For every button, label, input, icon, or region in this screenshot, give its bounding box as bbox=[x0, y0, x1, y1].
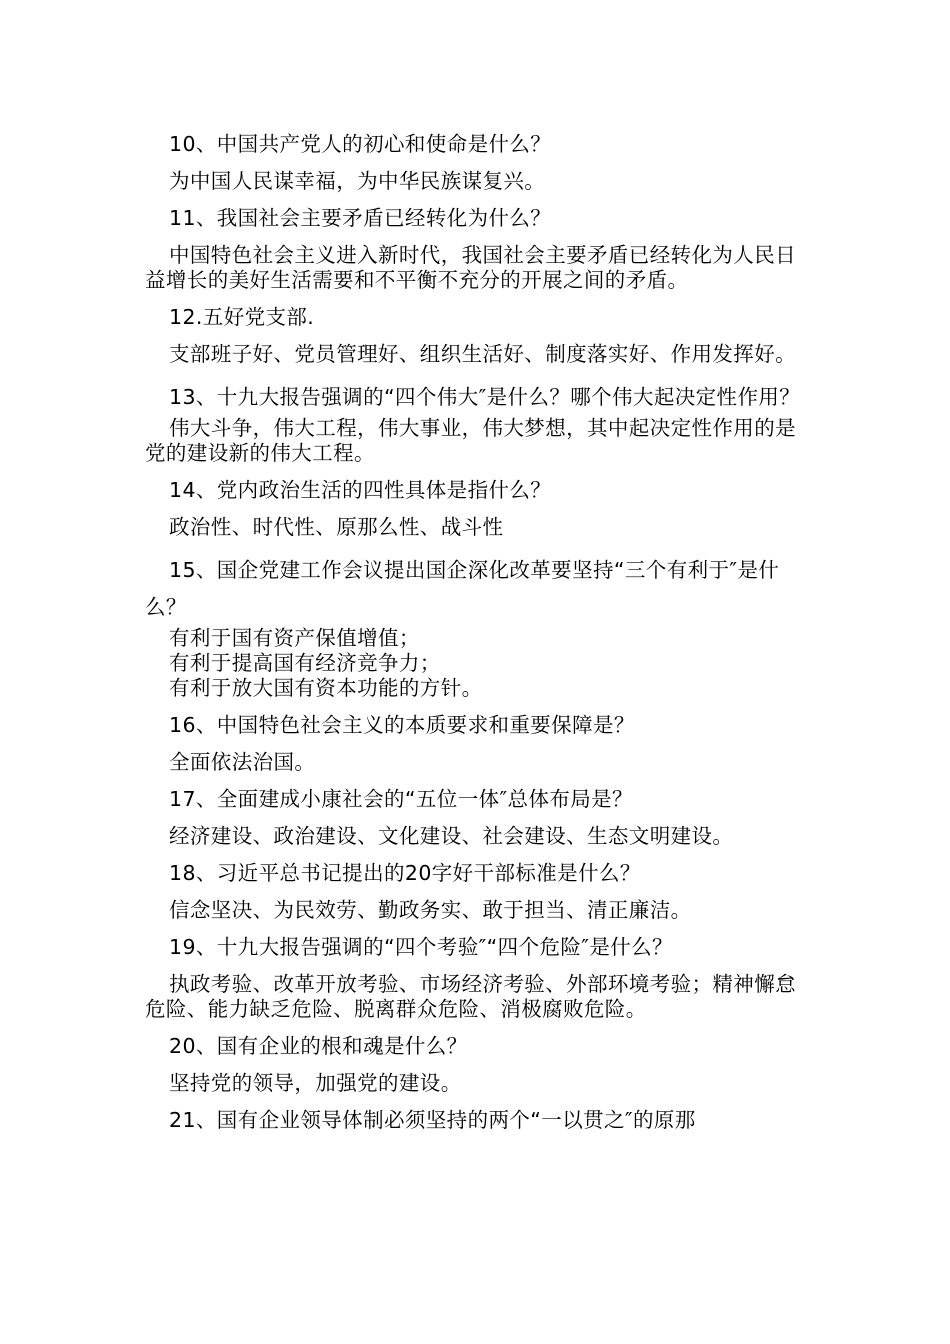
answer-15-line-1: 有利于国有资产保值增值； bbox=[169, 626, 420, 650]
answer-18: 信念坚决、为民效劳、勤政务实、敢于担当、清正廉洁。 bbox=[169, 898, 692, 922]
answer-20: 坚持党的领导，加强党的建设。 bbox=[169, 1071, 462, 1095]
question-21: 21、国有企业领导体制必须坚持的两个“一以贯之″的原那 bbox=[169, 1108, 696, 1132]
answer-19: 执政考验、改革开放考验、市场经济考验、外部环境考验；精神懈怠危险、能力缺乏危险、脱离群众危险、消极腐败危险。 bbox=[145, 972, 796, 1021]
question-11: 11、我国社会主要矛盾已经转化为什么？ bbox=[169, 206, 552, 230]
answer-14: 政治性、时代性、原那么性、战斗性 bbox=[169, 515, 504, 539]
answer-11: 中国特色社会主义进入新时代，我国社会主要矛盾已经转化为人民日益增长的美好生活需要和不平衡不充分的开展之间的矛盾。 bbox=[145, 243, 796, 292]
answer-13: 伟大斗争，伟大工程，伟大事业，伟大梦想，其中起决定性作用的是党的建设新的伟大工程。 bbox=[145, 416, 796, 465]
question-16: 16、中国特色社会主义的本质要求和重要保障是？ bbox=[169, 713, 635, 737]
answer-17: 经济建设、政治建设、文化建设、社会建设、生态文明建设。 bbox=[169, 824, 734, 848]
question-13: 13、十九大报告强调的“四个伟大″是什么？哪个伟大起决定性作用？ bbox=[169, 385, 801, 409]
question-19: 19、十九大报告强调的“四个考验″“四个危险″是什么？ bbox=[169, 935, 673, 959]
document-body bbox=[145, 132, 805, 1145]
question-20: 20、国有企业的根和魂是什么？ bbox=[169, 1034, 468, 1058]
answer-12: 支部班子好、党员管理好、组织生活好、制度落实好、作用发挥好。 bbox=[169, 342, 796, 366]
question-12: 12.五好党支部. bbox=[169, 305, 315, 329]
answer-15-line-3: 有利于放大国有资本功能的方针。 bbox=[169, 676, 483, 700]
question-14: 14、党内政治生活的四性具体是指什么？ bbox=[169, 478, 552, 502]
question-15: 15、国企党建工作会议提出国企深化改革要坚持“三个有利于″是什么？ bbox=[145, 558, 780, 619]
question-10: 10、中国共产党人的初心和使命是什么？ bbox=[169, 132, 552, 156]
question-17: 17、全面建成小康社会的“五位一体″总体布局是？ bbox=[169, 787, 633, 811]
answer-16: 全面依法治国。 bbox=[169, 750, 316, 774]
answer-10: 为中国人民谋幸福，为中华民族谋复兴。 bbox=[169, 169, 546, 193]
question-18: 18、习近平总书记提出的20字好干部标准是什么？ bbox=[169, 861, 641, 885]
answer-15-line-2: 有利于提高国有经济竞争力； bbox=[169, 651, 441, 675]
